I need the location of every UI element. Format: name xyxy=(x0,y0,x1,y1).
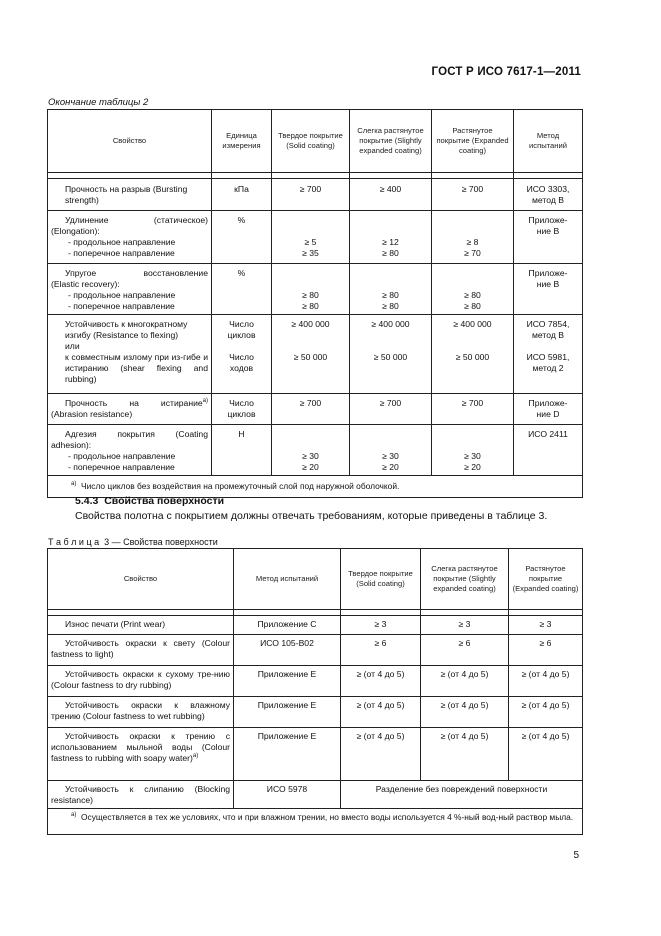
expanded-value: ≥ 30 xyxy=(464,451,481,461)
expanded-value: ≥ 80 xyxy=(464,301,481,311)
footnote-marker: а) xyxy=(71,481,77,488)
table3-header-row xyxy=(48,549,583,610)
slight-value: ≥ 12 xyxy=(382,237,399,247)
solid-value: ≥ (от 4 до 5) xyxy=(341,666,421,697)
table2-caption: Окончание таблицы 2 xyxy=(48,97,149,108)
table-row xyxy=(48,394,583,425)
property-subline: - поперечное направление xyxy=(68,462,175,472)
unit-cell: % xyxy=(212,211,272,264)
property-name: Устойчивость к слипанию (Blocking resistance) xyxy=(48,781,234,809)
expanded-value: ≥ (от 4 до 5) xyxy=(509,697,583,728)
unit-cell: кПа xyxy=(212,179,272,211)
slight-value: ≥ 3 xyxy=(421,616,509,635)
table-row xyxy=(48,728,583,781)
expanded-value: ≥ 700 xyxy=(432,394,514,425)
table2-header-cell: Растянутое покрытие (Expanded coating) xyxy=(432,110,514,173)
method-line: метод 2 xyxy=(532,363,564,373)
property-name: Упругое восстановление xyxy=(65,268,208,278)
solid-value: ≥ (от 4 до 5) xyxy=(341,697,421,728)
method-line: ИСО 7854, xyxy=(526,319,570,329)
slight-value: ≥ 700 xyxy=(350,394,432,425)
table-row xyxy=(48,697,583,728)
property-name: к совместным излому при из-гибе и истиранию (shear flexing and rubbing) xyxy=(65,352,208,384)
unit-line: Число xyxy=(229,352,254,362)
method-line: метод В xyxy=(532,195,564,205)
expanded-value: ≥ 8 xyxy=(466,237,479,247)
table2-header-cell: Метод испытаний xyxy=(514,110,583,173)
property-name: Удлинение (статическое) xyxy=(65,215,208,225)
solid-value: ≥ 50 000 xyxy=(293,352,328,362)
table2-header-row xyxy=(48,110,583,173)
slight-value: ≥ 80 xyxy=(382,290,399,300)
section-heading: 5.4.3 Свойства поверхности xyxy=(75,495,225,507)
slight-value: ≥ (от 4 до 5) xyxy=(421,666,509,697)
expanded-value: ≥ (от 4 до 5) xyxy=(509,666,583,697)
table-2 xyxy=(47,109,583,498)
table2-header-cell: Слегка растянутое покрытие (Slightly expanded coating) xyxy=(350,110,432,173)
unit-line: Число xyxy=(229,398,254,408)
property-name: Устойчивость окраски к свету (Colour fastness to light) xyxy=(48,635,234,666)
unit-line: циклов xyxy=(227,330,256,340)
method-cell: ИСО 105-В02 xyxy=(234,635,341,666)
table3-caption: Т а б л и ц а 3 — Свойства поверхности xyxy=(48,537,218,547)
table3-header-cell: Слегка растянутое покрытие (Slightly expanded coating) xyxy=(421,549,509,610)
method-line: ние В xyxy=(536,279,560,289)
footnote-marker: а) xyxy=(202,398,208,405)
document-header: ГОСТ Р ИСО 7617-1—2011 xyxy=(431,66,581,78)
property-name: Устойчивость окраски к влажному трению (Colour fastness to wet rubbing) xyxy=(48,697,234,728)
property-name: Прочность на разрыв (Bursting strength) xyxy=(65,184,188,205)
property-name: Устойчивость к многократному изгибу (Resistance to flexing) xyxy=(65,319,188,340)
solid-value: ≥ 20 xyxy=(302,462,319,472)
expanded-value: ≥ 70 xyxy=(464,248,481,258)
solid-value: ≥ 400 000 xyxy=(291,319,330,329)
property-name: adhesion): xyxy=(51,440,92,450)
method-line: ние В xyxy=(536,226,560,236)
property-name: Износ печати (Print wear) xyxy=(48,616,234,635)
table-row xyxy=(48,315,583,394)
method-cell: Приложение Е xyxy=(234,666,341,697)
table3-header-cell: Метод испытаний xyxy=(234,549,341,610)
method-cell: Приложение Е xyxy=(234,697,341,728)
solid-value: ≥ 3 xyxy=(341,616,421,635)
expanded-value: ≥ 80 xyxy=(464,290,481,300)
property-name: Адгезия покрытия (Coating xyxy=(65,429,208,439)
slight-value: ≥ 6 xyxy=(421,635,509,666)
expanded-value: ≥ 400 000 xyxy=(453,319,492,329)
method-cell: ИСО 5978 xyxy=(234,781,341,809)
property-name: Устойчивость окраски к трению с использованием мыльной воды (Colour fastness to rubbing with soapy water)$^{а)}$ xyxy=(48,728,234,781)
unit-cell: Н xyxy=(212,425,272,476)
solid-value: ≥ 30 xyxy=(302,451,319,461)
solid-value: ≥ 80 xyxy=(302,290,319,300)
solid-value: ≥ 80 xyxy=(302,301,319,311)
table-row xyxy=(48,425,583,476)
unit-line: Число xyxy=(229,319,254,329)
method-cell: Приложение С xyxy=(234,616,341,635)
property-subline: - поперечное направление xyxy=(68,301,175,311)
footnote-marker: а) xyxy=(71,812,77,819)
expanded-value: ≥ 20 xyxy=(464,462,481,472)
property-subline: - продольное направление xyxy=(68,237,176,247)
solid-value: ≥ 5 xyxy=(304,237,317,247)
table2-footnote: $^{а)}$ Число циклов без воздействия на промежуточный слой под наружной оболочкой. xyxy=(48,476,583,498)
expanded-value: ≥ 700 xyxy=(432,179,514,211)
solid-value: ≥ 35 xyxy=(302,248,319,258)
table-row xyxy=(48,616,583,635)
expanded-value: ≥ 6 xyxy=(509,635,583,666)
table-row xyxy=(48,781,583,809)
expanded-value: ≥ 3 xyxy=(509,616,583,635)
unit-line: циклов xyxy=(227,409,256,419)
solid-value: ≥ 6 xyxy=(341,635,421,666)
slight-value: ≥ (от 4 до 5) xyxy=(421,697,509,728)
solid-value: ≥ (от 4 до 5) xyxy=(341,728,421,781)
footnote-marker: а) xyxy=(192,753,199,760)
method-cell: Приложение Е xyxy=(234,728,341,781)
table-row xyxy=(48,635,583,666)
table2-header-cell: Свойство xyxy=(48,110,212,173)
slight-value: ≥ 20 xyxy=(382,462,399,472)
solid-value: ≥ 700 xyxy=(272,394,350,425)
property-connector: или xyxy=(65,341,80,351)
property-subline: - поперечное направление xyxy=(68,248,175,258)
slight-value: ≥ 400 000 xyxy=(371,319,410,329)
table3-header-cell: Растянутое покрытие (Expanded coating) xyxy=(509,549,583,610)
method-line: метод В xyxy=(532,330,564,340)
page-number: 5 xyxy=(573,850,579,861)
slight-value: ≥ 30 xyxy=(382,451,399,461)
table3-footnote-row xyxy=(48,809,583,835)
table-row xyxy=(48,666,583,697)
table-3 xyxy=(47,548,583,835)
section-paragraph: Свойства полотна с покрытием должны отвечать требованиям, которые приведены в таблице 3. xyxy=(75,510,548,522)
table2-header-cell: Единица измерения xyxy=(212,110,272,173)
table-row xyxy=(48,211,583,264)
expanded-value: ≥ 50 000 xyxy=(455,352,490,362)
unit-line: ходов xyxy=(229,363,254,373)
table3-header-cell: Свойство xyxy=(48,549,234,610)
method-line: ИСО 2411 xyxy=(514,425,583,476)
slight-value: ≥ (от 4 до 5) xyxy=(421,728,509,781)
method-line: Приложе- xyxy=(528,268,568,278)
table2-header-cell: Твердое покрытие (Solid coating) xyxy=(272,110,350,173)
method-line: ИСО 3303, xyxy=(526,184,570,194)
property-subline: - продольное направление xyxy=(68,451,176,461)
property-name: (Elastic recovery): xyxy=(51,279,120,289)
expanded-value: ≥ (от 4 до 5) xyxy=(509,728,583,781)
unit-cell: % xyxy=(212,264,272,315)
method-line: Приложе- xyxy=(528,215,568,225)
table-row xyxy=(48,179,583,211)
method-line: ние D xyxy=(536,409,560,419)
property-name: Устойчивость окраски к сухому тре-нию (Colour fastness to dry rubbing) xyxy=(48,666,234,697)
property-name: (Abrasion resistance) xyxy=(51,409,133,419)
slight-value: ≥ 50 000 xyxy=(373,352,408,362)
solid-value: ≥ 700 xyxy=(272,179,350,211)
method-line: ИСО 5981, xyxy=(526,352,570,362)
table3-footnote: $^{а)}$ Осуществляется в тех же условиях, что и при влажном трении, но вместо воды используется 4 %-ный вод-ный раствор мыла. xyxy=(48,809,583,835)
table-row xyxy=(48,264,583,315)
property-name: Прочность на истирание$^{а)}$ xyxy=(65,398,208,408)
slight-value: ≥ 80 xyxy=(382,248,399,258)
method-line: Приложе- xyxy=(528,398,568,408)
property-name: (Elongation): xyxy=(51,226,100,236)
slight-value: ≥ 80 xyxy=(382,301,399,311)
merged-value: Разделение без повреждений поверхности xyxy=(341,781,583,809)
slight-value: ≥ 400 xyxy=(350,179,432,211)
table3-header-cell: Твердое покрытие (Solid coating) xyxy=(341,549,421,610)
property-subline: - продольное направление xyxy=(68,290,176,300)
